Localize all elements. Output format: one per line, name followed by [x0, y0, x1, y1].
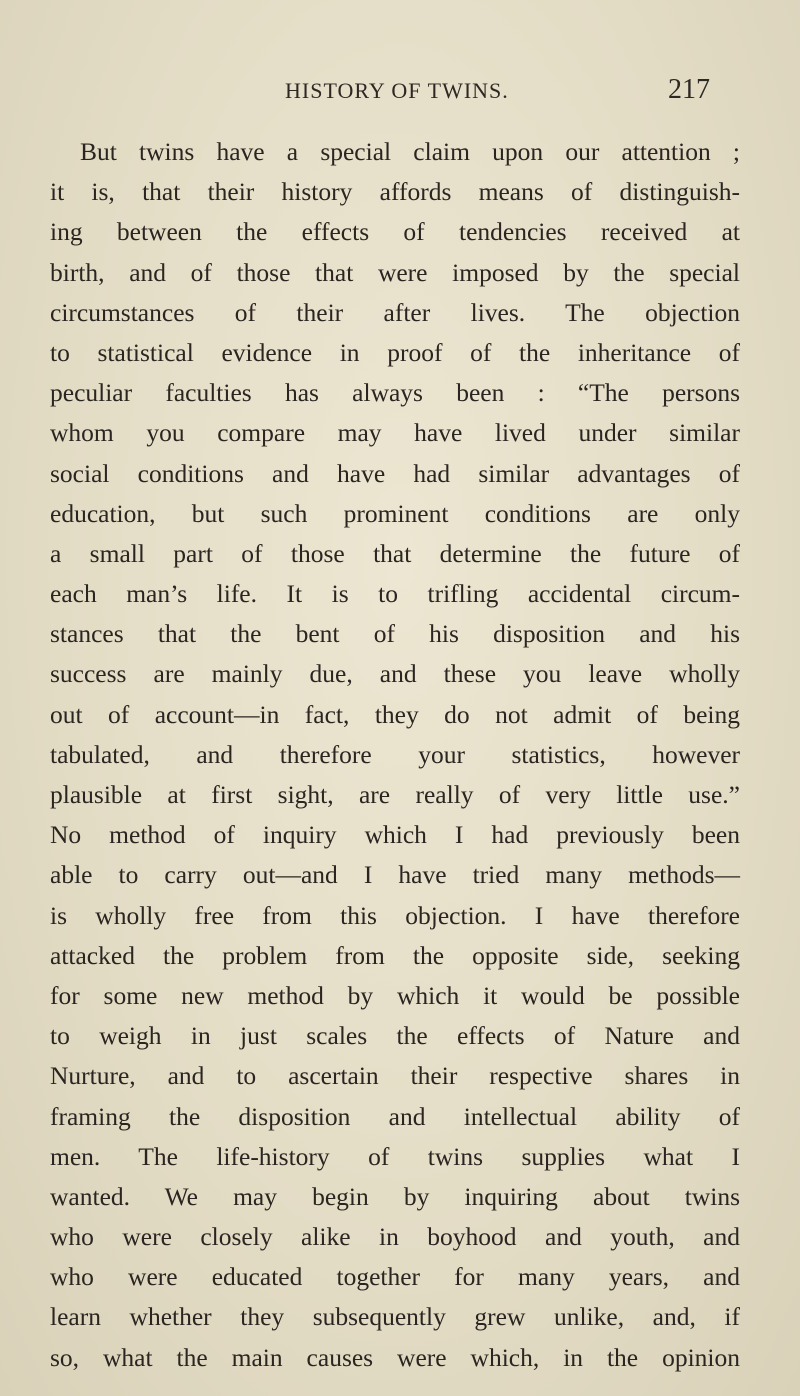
running-head: HISTORY OF TWINS. [285, 78, 509, 103]
text-line: framing the disposition and intellectual ability of [50, 1101, 740, 1131]
text-line: to weigh in just scales the effects of Nature and [50, 1021, 740, 1051]
text-line: a small part of those that determine the future of [50, 538, 740, 568]
text-line: men. The life-history of twins supplies what I [50, 1141, 740, 1171]
text-line: for some new method by which it would be possible [50, 980, 740, 1010]
text-line: wanted. We may begin by inquiring about twins [50, 1181, 740, 1211]
text-line: so, what the main causes were which, in the opinion [50, 1342, 740, 1372]
text-line: birth, and of those that were imposed by the special [50, 257, 740, 287]
text-line: able to carry out—and I have tried many methods— [50, 860, 740, 890]
text-line: But twins have a special claim upon our attention ; [80, 137, 740, 166]
text-line: tabulated, and therefore your statistics, however [50, 739, 740, 769]
text-line: social conditions and have had similar advantages of [50, 458, 740, 488]
text-line: No method of inquiry which I had previously been [50, 820, 740, 850]
text-line: stances that the bent of his disposition and his [50, 619, 740, 649]
text-line: out of account—in fact, they do not admit of being [50, 699, 740, 729]
text-line: circumstances of their after lives. The objection [50, 297, 740, 327]
text-line: success are mainly due, and these you leave wholly [50, 659, 740, 689]
text-line: is wholly free from this objection. I have therefore [50, 900, 740, 930]
body-text [50, 132, 740, 1378]
text-line: attacked the problem from the opposite side, seeking [50, 940, 740, 970]
text-line: who were closely alike in boyhood and youth, and [50, 1222, 740, 1252]
text-line: each man’s life. It is to trifling accidental circum- [50, 579, 740, 609]
text-line: whom you compare may have lived under similar [50, 418, 740, 448]
text-line: it is, that their history affords means of distinguish- [50, 177, 740, 207]
text-line: education, but such prominent conditions are only [50, 498, 740, 528]
text-line: peculiar faculties has always been : “The persons [50, 378, 740, 408]
text-line: to statistical evidence in proof of the inheritance of [50, 337, 740, 367]
page-number: 217 [668, 74, 710, 105]
text-line: Nurture, and to ascertain their respective shares in [50, 1061, 740, 1091]
text-line: plausible at first sight, are really of very little use.” [50, 780, 740, 809]
text-line: who were educated together for many years, and [50, 1262, 740, 1292]
text-line: ing between the effects of tendencies received at [50, 217, 740, 247]
text-line: learn whether they subsequently grew unlike, and, if [50, 1302, 740, 1332]
